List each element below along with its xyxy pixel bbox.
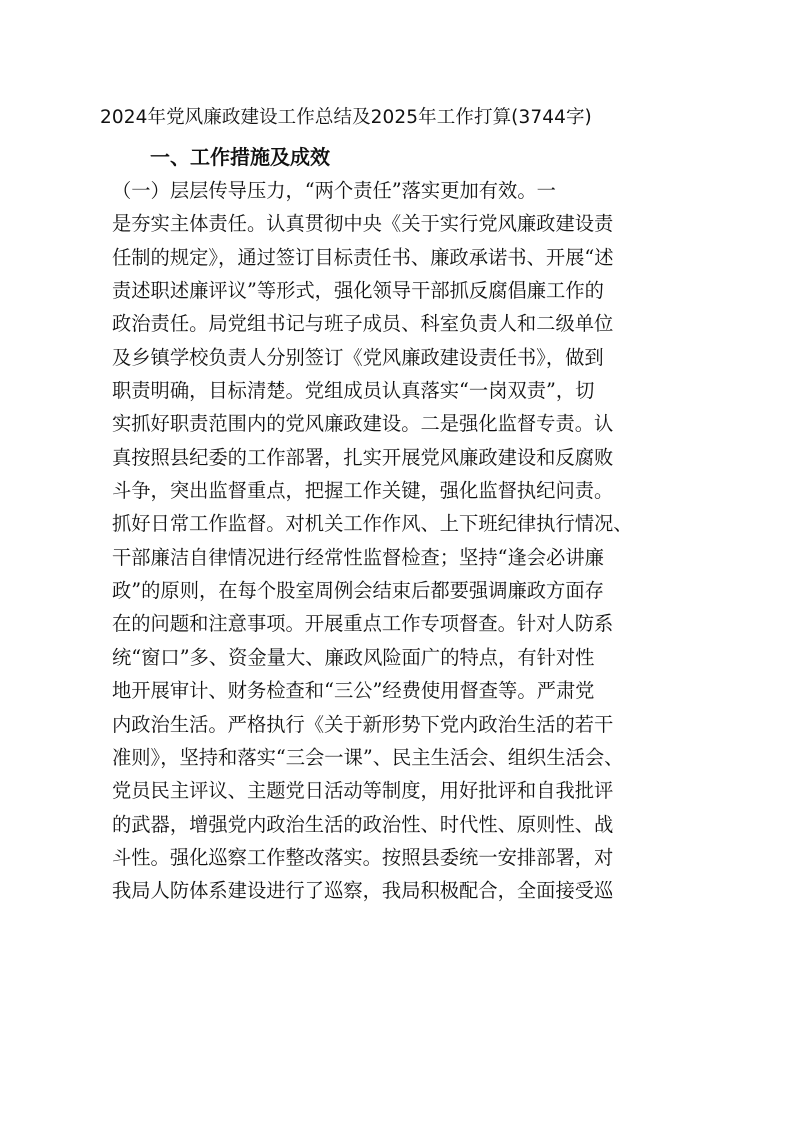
text-line: 政”的原则，在每个股室周例会结束后都要强调廉政方面存 — [112, 579, 604, 603]
text-line: 是夯实主体责任。认真贯彻中央《关于实行党风廉政建设责 — [112, 212, 614, 236]
text-line: 斗争，突出监督重点，把握工作关键，强化监督执纪问责。 — [112, 479, 614, 503]
text-line: 抓好日常工作监督。对机关工作作风、上下班纪律执行情况、 — [112, 512, 633, 536]
text-line: 我局人防体系建设进行了巡察，我局积极配合，全面接受巡 — [112, 879, 614, 903]
text-line: 斗性。强化巡察工作整改落实。按照县委统一安排部署，对 — [112, 845, 614, 869]
document-title: 2024年党风廉政建设工作总结及2025年工作打算(3744字) — [100, 107, 592, 128]
text-line: 统“窗口”多、资金量大、廉政风险面广的特点，有针对性 — [112, 645, 595, 669]
body-paragraph — [112, 174, 682, 908]
text-line: 政治责任。局党组书记与班子成员、科室负责人和二级单位 — [112, 312, 614, 336]
text-line: 职责明确，目标清楚。党组成员认真落实“一岗双责”，切 — [112, 379, 595, 403]
text-line: 的武器，增强党内政治生活的政治性、时代性、原则性、战 — [112, 812, 614, 836]
text-line: 实抓好职责范围内的党风廉政建设。二是强化监督专责。认 — [112, 412, 614, 436]
text-line: 准则》，坚持和落实“三会一课”、民主生活会、组织生活会、 — [112, 745, 624, 769]
text-line: 责述职述廉评议”等形式，强化领导干部抓反腐倡廉工作的 — [112, 279, 604, 303]
text-line: （一）层层传导压力，“两个责任”落实更加有效。一 — [112, 179, 556, 202]
text-line: 党员民主评议、主题党日活动等制度，用好批评和自我批评 — [112, 779, 614, 803]
text-line: 干部廉洁自律情况进行经常性监督检查；坚持“逢会必讲廉 — [112, 545, 604, 569]
text-line: 内政治生活。严格执行《关于新形势下党内政治生活的若干 — [112, 712, 614, 736]
text-line: 及乡镇学校负责人分别签订《党风廉政建设责任书》，做到 — [112, 345, 604, 369]
text-line: 任制的规定》，通过签订目标责任书、廉政承诺书、开展“述 — [112, 245, 614, 269]
section-heading: 一、工作措施及成效 — [150, 145, 330, 169]
text-line: 真按照县纪委的工作部署，扎实开展党风廉政建设和反腐败 — [112, 445, 614, 469]
text-line: 地开展审计、财务检查和“三公”经费使用督查等。严肃党 — [112, 679, 595, 703]
text-line: 在的问题和注意事项。开展重点工作专项督查。针对人防系 — [112, 612, 614, 636]
